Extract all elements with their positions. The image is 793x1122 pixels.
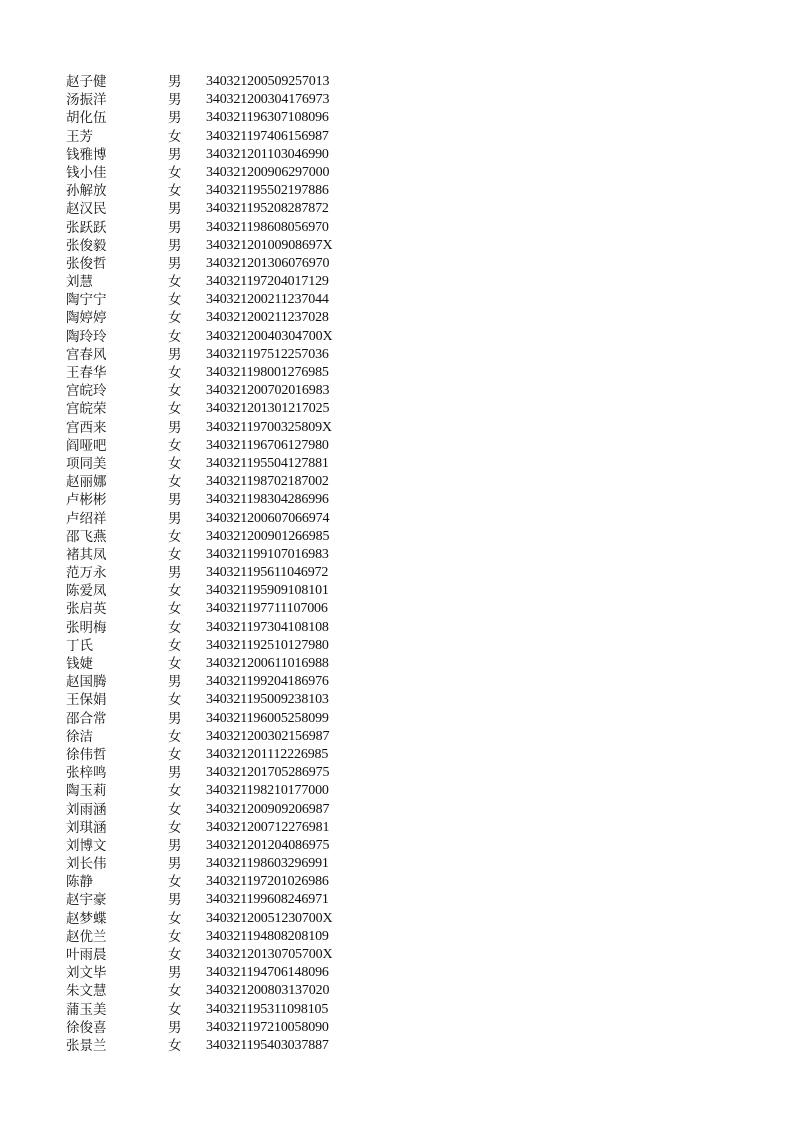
table-row: [66, 364, 366, 382]
person-id-number: 340321200211237028: [206, 310, 329, 326]
person-name: 宫春风: [66, 346, 107, 363]
person-id-number: 340321195502197886: [206, 183, 329, 199]
table-row: [66, 1037, 366, 1055]
person-sex: 女: [168, 437, 182, 454]
table-row: [66, 1001, 366, 1019]
table-row: [66, 219, 366, 237]
person-id-number: 340321195009238103: [206, 692, 329, 708]
person-sex: 女: [168, 692, 182, 709]
table-row: [66, 437, 366, 455]
person-name: 陶婷婷: [66, 310, 107, 327]
person-sex: 女: [168, 310, 182, 327]
person-sex: 女: [168, 928, 182, 945]
person-id-number: 340321200611016988: [206, 656, 329, 671]
person-id-number: 340321195208287872: [206, 201, 329, 217]
table-row: [66, 873, 366, 891]
table-row: [66, 73, 366, 91]
person-name: 赵梦蝶: [66, 910, 107, 927]
person-id-number: 340321195403037887: [206, 1037, 329, 1053]
person-name: 王保娟: [66, 692, 107, 709]
person-id-number: 34032120130705700X: [206, 947, 333, 962]
person-sex: 女: [168, 1037, 182, 1054]
person-id-number: 340321194808208109: [206, 928, 329, 944]
table-row: [66, 819, 366, 837]
table-row: [66, 128, 366, 146]
person-id-number: 340321197204017129: [206, 274, 329, 290]
table-row: [66, 637, 366, 655]
person-name: 褚其凤: [66, 546, 107, 563]
table-row: [66, 346, 366, 364]
person-sex: 女: [168, 528, 182, 545]
person-id-number: 34032120040304700X: [206, 328, 333, 344]
person-sex: 女: [168, 164, 182, 181]
person-id-number: 34032120051230700X: [206, 910, 333, 926]
person-name: 赵国腾: [66, 674, 107, 691]
person-id-number: 340321195504127881: [206, 455, 329, 471]
person-sex: 男: [168, 74, 182, 90]
person-name: 王春华: [66, 365, 107, 381]
person-sex: 女: [168, 910, 182, 927]
person-id-number: 340321196005258099: [206, 710, 329, 726]
person-id-number: 340321200906297000: [206, 164, 330, 180]
person-name: 张启英: [66, 601, 107, 618]
person-sex: 男: [168, 837, 182, 854]
person-name: 阎哑吧: [66, 437, 107, 454]
person-sex: 男: [168, 1019, 182, 1036]
person-id-number: 340321198702187002: [206, 474, 329, 490]
person-id-number: 34032120100908697X: [206, 237, 333, 253]
person-sex: 男: [168, 492, 182, 509]
person-sex: 女: [168, 1001, 182, 1018]
person-id-number: 340321199107016983: [206, 546, 329, 562]
table-row: [66, 691, 366, 709]
person-name: 王芳: [66, 128, 93, 145]
person-sex: 男: [168, 237, 182, 254]
table-row: [66, 928, 366, 946]
table-row: [66, 746, 366, 764]
person-name: 张明梅: [66, 619, 107, 636]
person-sex: 女: [168, 583, 182, 600]
person-name: 刘长伟: [66, 856, 107, 873]
table-row: [66, 328, 366, 346]
person-sex: 女: [168, 128, 182, 145]
person-sex: 女: [168, 274, 182, 291]
person-id-number: 340321200304176973: [206, 92, 330, 108]
person-sex: 女: [168, 474, 182, 491]
person-sex: 男: [168, 674, 182, 691]
person-id-number: 340321197406156987: [206, 128, 329, 144]
person-name: 胡化伍: [66, 110, 107, 127]
person-sex: 女: [168, 328, 182, 345]
person-name: 陶玉莉: [66, 783, 107, 800]
table-row: [66, 600, 366, 618]
person-name: 孙解放: [66, 183, 107, 200]
table-row: [66, 528, 366, 546]
person-name: 张景兰: [66, 1037, 107, 1054]
person-name: 徐洁: [66, 728, 93, 745]
person-id-number: 340321194706148096: [206, 965, 329, 981]
table-row: [66, 182, 366, 200]
person-name: 张俊哲: [66, 255, 107, 272]
table-row: [66, 673, 366, 691]
table-row: [66, 382, 366, 400]
person-name: 张跃跃: [66, 219, 107, 236]
person-id-number: 340321200509257013: [206, 74, 330, 89]
person-name: 刘雨涵: [66, 801, 107, 818]
person-name: 刘博文: [66, 837, 107, 854]
person-sex: 男: [168, 965, 182, 982]
person-sex: 男: [168, 201, 182, 218]
table-row: [66, 455, 366, 473]
table-row: [66, 964, 366, 982]
person-id-number: 340321201103046990: [206, 146, 329, 162]
person-name: 钱雅博: [66, 146, 107, 163]
table-row: [66, 891, 366, 909]
person-id-number: 340321195909108101: [206, 583, 329, 599]
table-row: [66, 200, 366, 218]
person-id-number: 340321198210177000: [206, 783, 329, 799]
person-id-number: 340321195311098105: [206, 1001, 329, 1017]
table-row: [66, 146, 366, 164]
person-name: 卢彬彬: [66, 492, 107, 509]
table-row: [66, 564, 366, 582]
person-name: 赵优兰: [66, 928, 107, 945]
person-name: 叶雨晨: [66, 947, 107, 963]
person-id-number: 34032119700325809X: [206, 419, 332, 435]
person-sex: 男: [168, 419, 182, 436]
table-row: [66, 255, 366, 273]
person-id-number: 340321198001276985: [206, 365, 329, 380]
person-sex: 男: [168, 856, 182, 873]
person-sex: 女: [168, 983, 182, 1000]
person-id-number: 340321200302156987: [206, 728, 330, 744]
table-row: [66, 164, 366, 182]
person-name: 张俊毅: [66, 237, 107, 254]
table-row: [66, 473, 366, 491]
table-row: [66, 582, 366, 600]
person-id-number: 340321197711107006: [206, 601, 328, 617]
person-id-number: 340321196307108096: [206, 110, 329, 126]
table-row: [66, 837, 366, 855]
person-sex: 男: [168, 255, 182, 272]
person-id-number: 340321197210058090: [206, 1019, 329, 1035]
person-id-number: 340321201705286975: [206, 765, 330, 781]
person-name: 丁氏: [66, 637, 93, 654]
table-row: [66, 291, 366, 309]
person-sex: 女: [168, 947, 182, 963]
table-row: [66, 91, 366, 109]
table-row: [66, 655, 366, 673]
person-name: 邵飞燕: [66, 528, 107, 545]
person-sex: 女: [168, 656, 182, 672]
person-sex: 男: [168, 510, 182, 527]
table-row: [66, 782, 366, 800]
person-id-number: 340321199204186976: [206, 674, 329, 690]
person-name: 赵宇豪: [66, 892, 107, 909]
person-id-number: 340321198304286996: [206, 492, 329, 508]
person-name: 陈爱凤: [66, 583, 107, 600]
person-name: 宫皖荣: [66, 401, 107, 418]
table-row: [66, 546, 366, 564]
person-id-number: 340321201204086975: [206, 837, 330, 853]
person-id-number: 340321197201026986: [206, 874, 329, 890]
table-row: [66, 910, 366, 928]
person-sex: 女: [168, 546, 182, 563]
table-row: [66, 946, 366, 964]
person-id-number: 340321201301217025: [206, 401, 330, 417]
table-row: [66, 855, 366, 873]
person-id-number: 340321200211237044: [206, 292, 329, 308]
person-name: 赵汉民: [66, 201, 107, 218]
table-row: [66, 510, 366, 528]
person-sex: 男: [168, 892, 182, 909]
person-sex: 女: [168, 183, 182, 200]
person-name: 陶宁宁: [66, 292, 107, 309]
person-sex: 女: [168, 637, 182, 654]
person-id-number: 340321197512257036: [206, 346, 329, 362]
person-name: 钱婕: [66, 656, 93, 672]
person-id-number: 340321200909206987: [206, 801, 330, 817]
person-id-number: 340321201112226985: [206, 746, 329, 762]
person-name: 刘慧: [66, 274, 93, 291]
person-sex: 女: [168, 619, 182, 636]
person-name: 陈静: [66, 874, 93, 891]
person-id-number: 340321200712276981: [206, 819, 330, 835]
person-sex: 女: [168, 746, 182, 763]
person-id-number: 340321198603296991: [206, 856, 329, 872]
person-sex: 女: [168, 728, 182, 745]
table-row: [66, 764, 366, 782]
person-id-number: 340321200702016983: [206, 383, 330, 399]
person-id-number: 340321195611046972: [206, 565, 329, 581]
person-name: 徐俊喜: [66, 1019, 107, 1036]
table-row: [66, 710, 366, 728]
person-name: 赵子健: [66, 74, 107, 90]
table-row: [66, 619, 366, 637]
person-sex: 男: [168, 710, 182, 727]
person-name: 范万永: [66, 565, 107, 582]
person-id-number: 340321197304108108: [206, 619, 329, 635]
person-id-number: 340321201306076970: [206, 255, 330, 271]
person-name: 蒲玉美: [66, 1001, 107, 1018]
person-sex: 女: [168, 383, 182, 400]
person-id-number: 340321200901266985: [206, 528, 330, 544]
person-name: 张梓鸣: [66, 765, 107, 782]
table-row: [66, 309, 366, 327]
table-row: [66, 237, 366, 255]
person-id-number: 340321198608056970: [206, 219, 329, 235]
person-name: 宫西来: [66, 419, 107, 436]
person-sex: 女: [168, 292, 182, 309]
person-sex: 男: [168, 146, 182, 163]
person-name: 汤振洋: [66, 92, 107, 109]
person-name: 卢绍祥: [66, 510, 107, 527]
person-name: 朱文慧: [66, 983, 107, 1000]
table-row: [66, 419, 366, 437]
person-sex: 男: [168, 92, 182, 109]
person-sex: 男: [168, 219, 182, 236]
person-name: 刘琪涵: [66, 819, 107, 836]
person-sex: 女: [168, 365, 182, 381]
person-id-number: 340321192510127980: [206, 637, 329, 653]
person-sex: 男: [168, 110, 182, 127]
table-row: [66, 491, 366, 509]
table-row: [66, 273, 366, 291]
person-id-number: 340321199608246971: [206, 892, 329, 908]
person-name: 赵丽娜: [66, 474, 107, 491]
person-sex: 女: [168, 874, 182, 891]
person-name: 钱小佳: [66, 164, 107, 181]
table-row: [66, 982, 366, 1000]
person-name: 陶玲玲: [66, 328, 107, 345]
table-row: [66, 728, 366, 746]
table-row: [66, 109, 366, 127]
table-row: [66, 1019, 366, 1037]
person-name: 宫皖玲: [66, 383, 107, 400]
table-row: [66, 801, 366, 819]
person-sex: 女: [168, 819, 182, 836]
person-sex: 女: [168, 401, 182, 418]
person-id-number: 340321196706127980: [206, 437, 329, 453]
person-sex: 女: [168, 801, 182, 818]
person-sex: 女: [168, 601, 182, 618]
person-id-number: 340321200803137020: [206, 983, 330, 999]
person-sex: 男: [168, 765, 182, 782]
table-row: [66, 400, 366, 418]
person-sex: 男: [168, 346, 182, 363]
person-sex: 女: [168, 455, 182, 472]
person-name: 刘文毕: [66, 965, 107, 982]
person-sex: 男: [168, 565, 182, 582]
person-name: 项同美: [66, 455, 107, 472]
person-sex: 女: [168, 783, 182, 800]
roster-list: [66, 73, 366, 1055]
person-name: 邵合常: [66, 710, 107, 727]
person-id-number: 340321200607066974: [206, 510, 330, 526]
person-name: 徐伟哲: [66, 746, 107, 763]
